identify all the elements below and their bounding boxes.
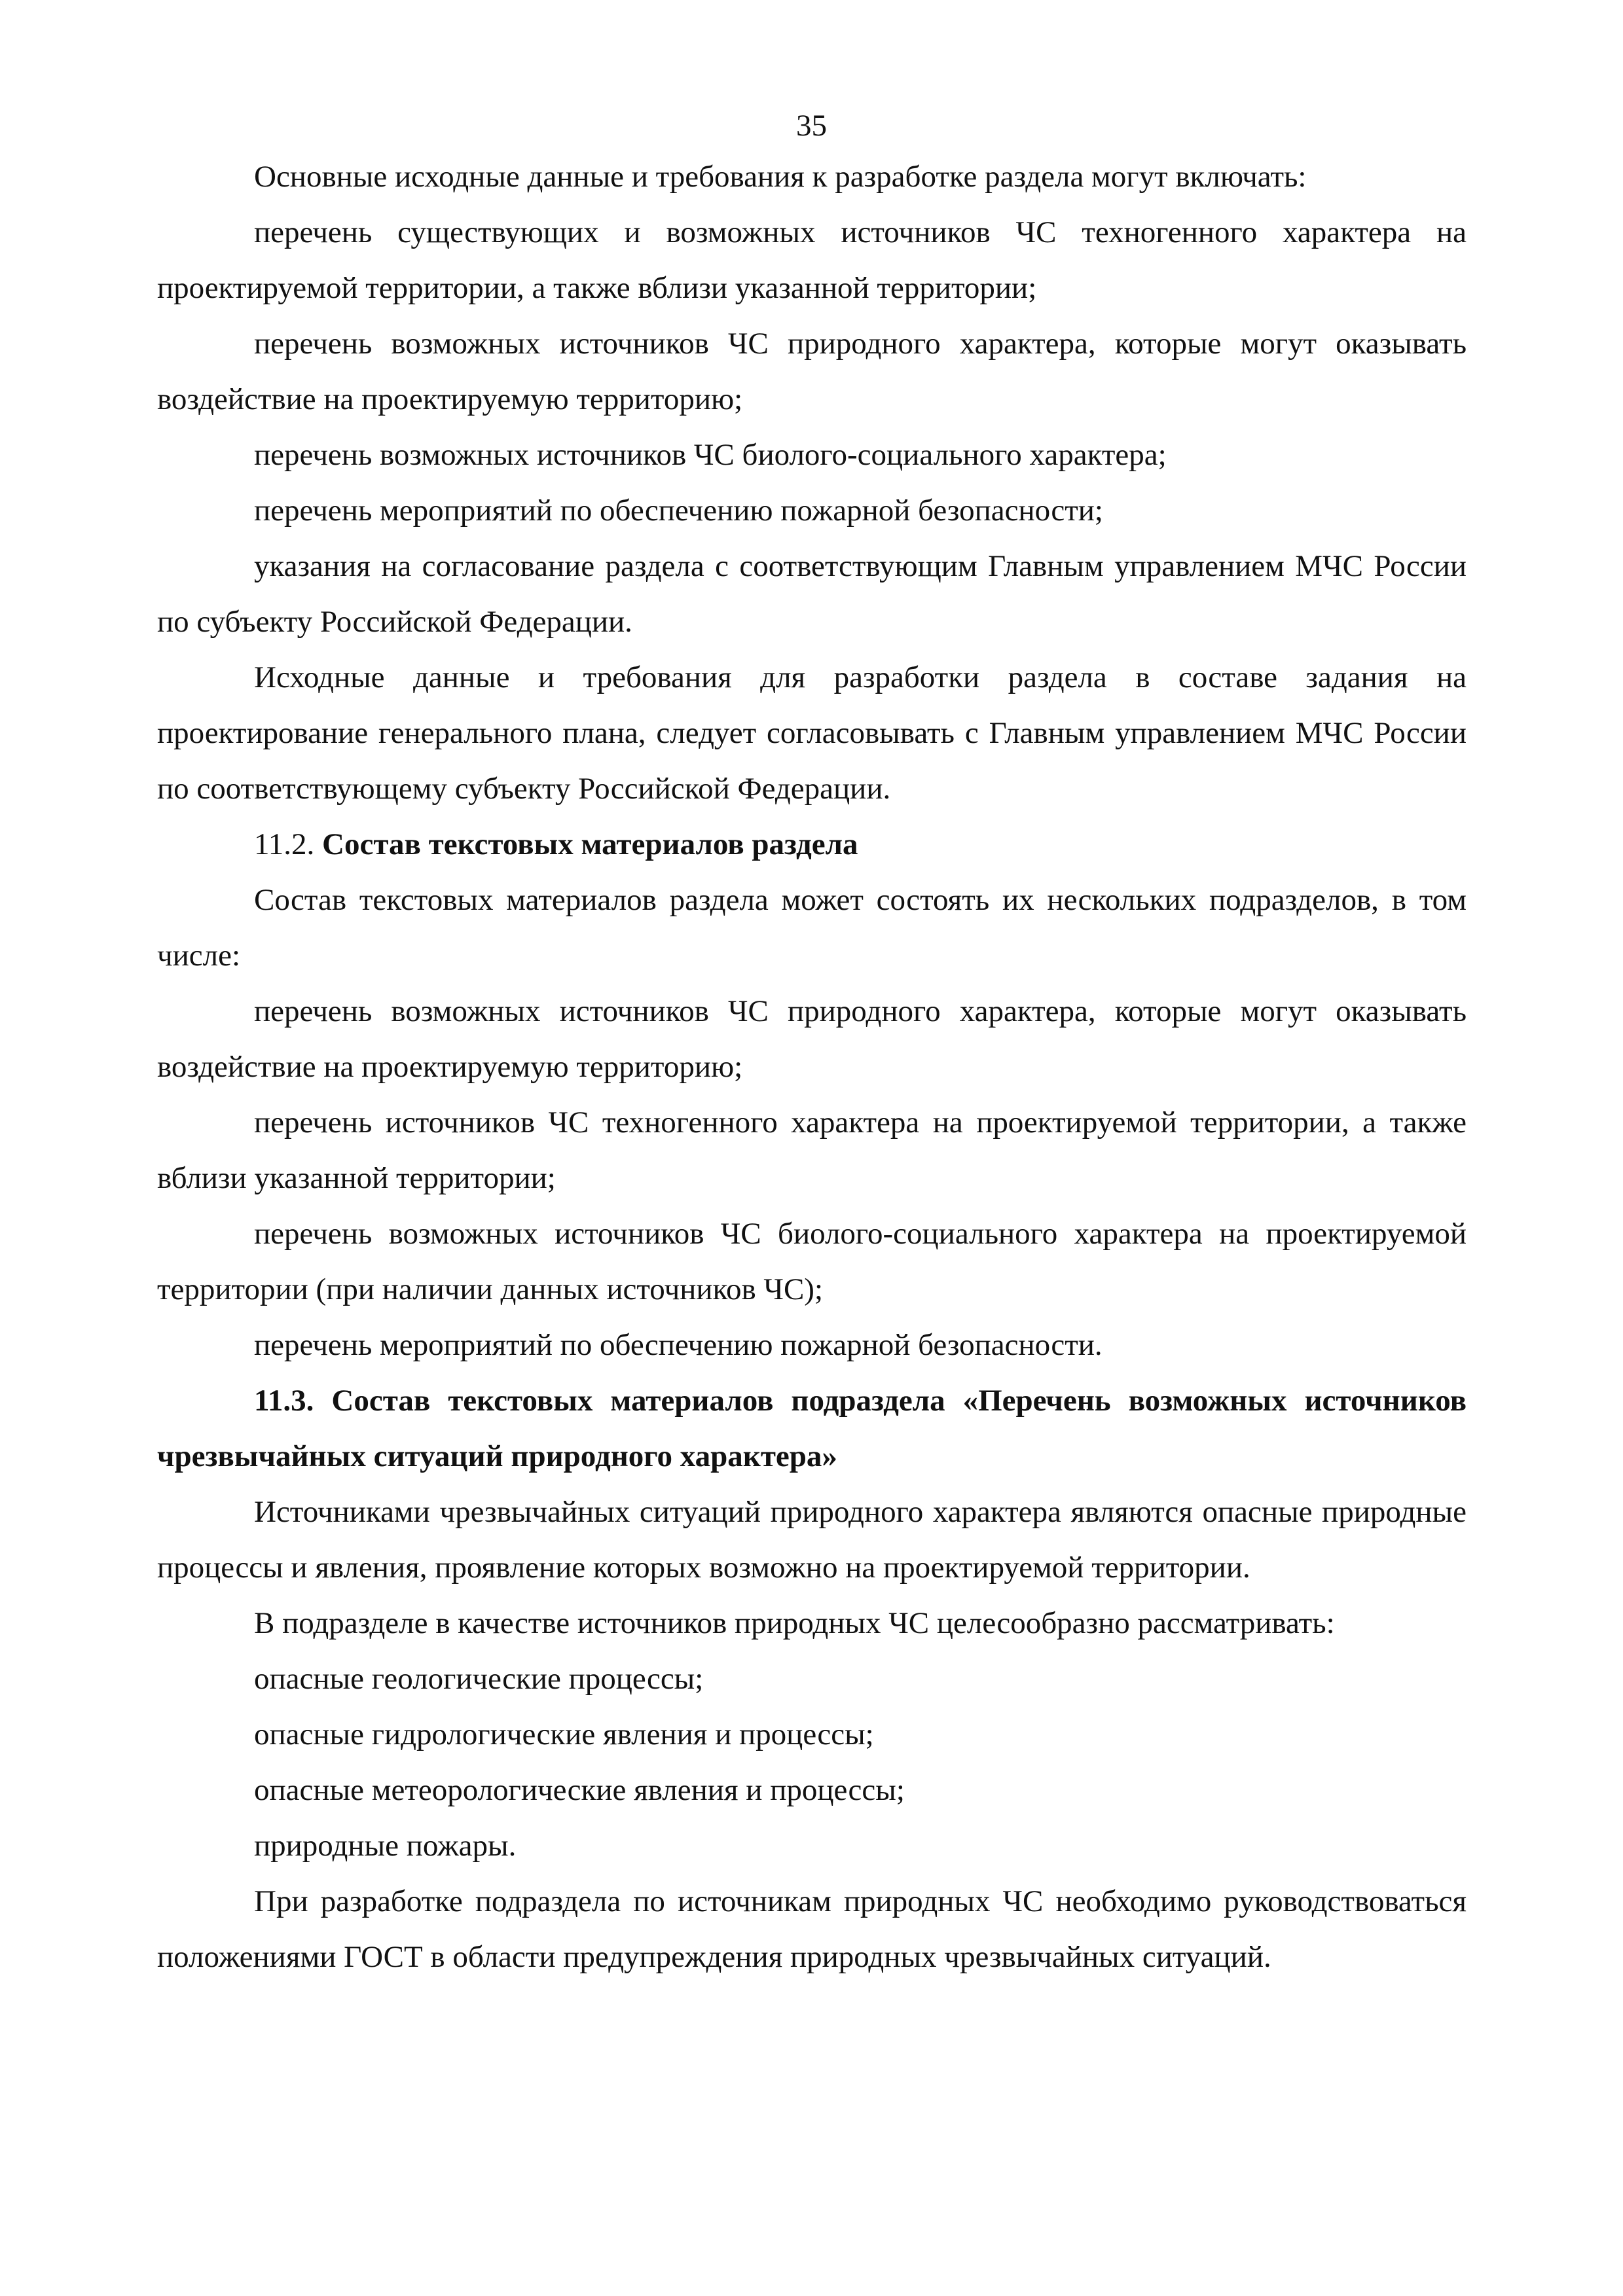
paragraph: перечень существующих и возможных источников ЧС техногенного характера на проектируемой территории, а также вблизи указанной территории; — [157, 215, 1467, 305]
paragraph: Состав текстовых материалов раздела может состоять их нескольких подразделов, в том числе: — [157, 883, 1467, 973]
section-heading-11-2 — [157, 817, 1467, 872]
paragraph: Основные исходные данные и требования к разработке раздела могут включать: — [254, 160, 1307, 194]
paragraph: перечень возможных источников ЧС биолого-социального характера; — [254, 438, 1167, 472]
paragraph: При разработке подраздела по источникам природных ЧС необходимо руководствоваться положениями ГОСТ в области предупреждения природных чрезвычайных ситуаций. — [157, 1884, 1467, 1974]
list-item: опасные геологические процессы; — [254, 1662, 704, 1696]
section-heading-11-3: 11.3. Состав текстовых материалов подраздела «Перечень возможных источников чрезвычайных ситуаций природного характера» — [157, 1384, 1467, 1473]
document-body — [157, 149, 1467, 1985]
paragraph: перечень возможных источников ЧС природного характера, которые могут оказывать воздействие на проектируемую территорию; — [157, 994, 1467, 1084]
list-item: опасные метеорологические явления и процессы; — [254, 1773, 905, 1807]
paragraph: В подразделе в качестве источников природных ЧС целесообразно рассматривать: — [254, 1606, 1335, 1640]
section-number: 11.2. — [254, 827, 315, 861]
paragraph: перечень мероприятий по обеспечению пожарной безопасности. — [254, 1328, 1103, 1362]
paragraph: указания на согласование раздела с соответствующим Главным управлением МЧС России по субъекту Российской Федерации. — [157, 549, 1467, 639]
paragraph: перечень возможных источников ЧС природного характера, которые могут оказывать воздействие на проектируемую территорию; — [157, 327, 1467, 416]
list-item: опасные гидрологические явления и процессы; — [254, 1717, 874, 1751]
paragraph: Источниками чрезвычайных ситуаций природного характера являются опасные природные процессы и явления, проявление которых возможно на проектируемой территории. — [157, 1495, 1467, 1585]
paragraph: перечень источников ЧС техногенного характера на проектируемой территории, а также вблизи указанной территории; — [157, 1105, 1467, 1195]
list-item: природные пожары. — [254, 1829, 517, 1863]
page-number: 35 — [796, 109, 827, 143]
paragraph: перечень возможных источников ЧС биолого-социального характера на проектируемой территории (при наличии данных источников ЧС); — [157, 1217, 1467, 1306]
paragraph: Исходные данные и требования для разработки раздела в составе задания на проектирование генерального плана, следует согласовывать с Главным управлением МЧС России по соответствующему субъекту Российской Федерации. — [157, 660, 1467, 806]
paragraph: перечень мероприятий по обеспечению пожарной безопасности; — [254, 493, 1103, 528]
section-title: Состав текстовых материалов раздела — [322, 827, 858, 861]
